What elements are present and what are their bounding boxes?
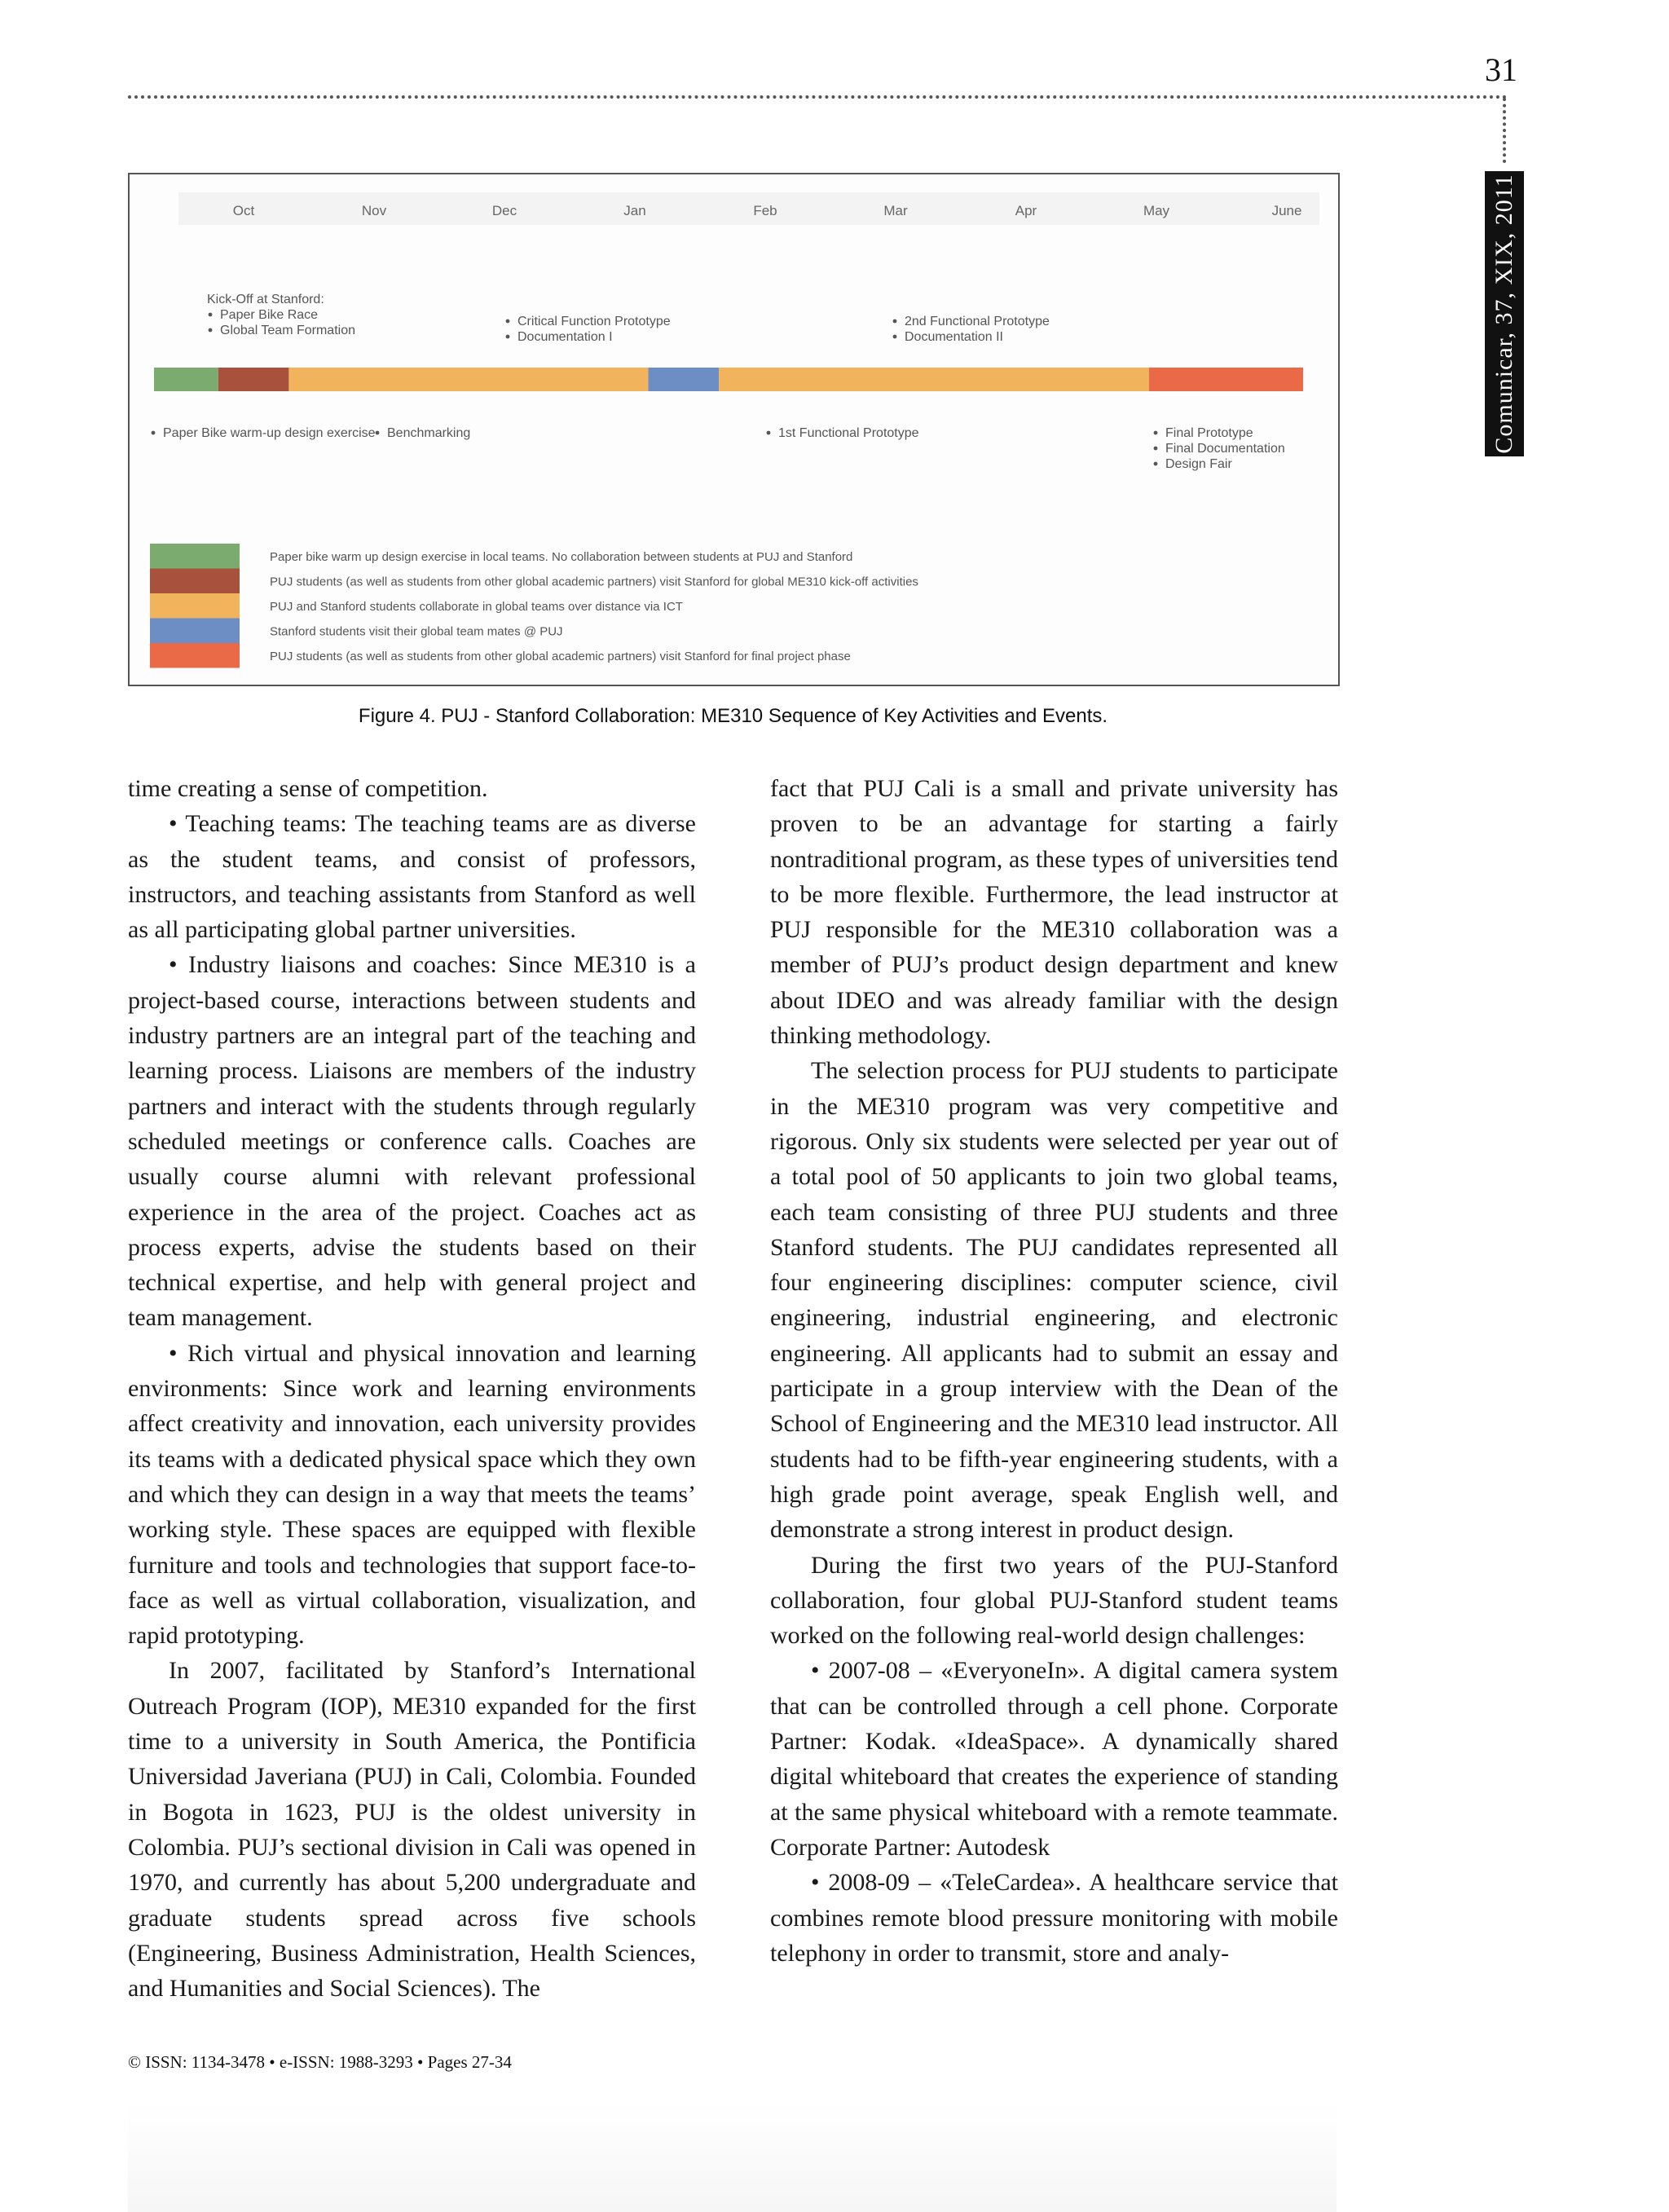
note-bullet	[209, 313, 213, 317]
month-label: May	[1143, 203, 1170, 218]
left-column	[128, 771, 696, 2006]
note-bullet	[506, 335, 510, 339]
timeline-segment	[218, 368, 289, 391]
running-head: Comunicar, 37, XIX, 2011	[1491, 174, 1517, 454]
header-dotted-rule	[128, 95, 1508, 99]
timeline-segment	[1149, 368, 1303, 391]
body-paragraph: In 2007, facilitated by Stanford’s International Outreach Program (IOP), ME310 expanded for the first time to a university in South America, the Pontificia Universidad Javeriana (PUJ) in Cali, Colombia. Founded in Bogota in 1623, PUJ is the oldest university in Colombia. PUJ’s sectional division in Cali was opened in 1970, and currently has about 5,200 undergraduate and graduate students spread across five schools (Engineering, Business Administration, Health Sciences, and Humanities and Social Sciences). The	[128, 1657, 696, 2003]
timeline-segment	[288, 368, 648, 391]
note-item: Paper Bike Race	[220, 308, 319, 322]
legend-label: PUJ and Stanford students collaborate in global teams over distance via ICT	[270, 600, 683, 614]
bottom-shade	[128, 2103, 1337, 2212]
note-item: Design Fair	[1165, 457, 1232, 471]
body-paragraph: • Rich virtual and physical innovation and learning environments: Since work and learning environments affect creativity and innovation, each university provides its teams with a dedicated physical space which they own and which they can design in a way that meets the teams’ working style. These spaces are equipped with flexible furniture and tools and technologies that support face-to-face as well as virtual collaboration, visualization, and rapid prototyping.	[128, 1339, 696, 1650]
timeline-segment	[154, 368, 218, 391]
note-item: Documentation II	[905, 330, 1003, 344]
page-footer: © ISSN: 1134-3478 • e-ISSN: 1988-3293 • Pages 27-34	[128, 2052, 512, 2072]
body-paragraph: • 2007-08 – «EveryoneIn». A digital camera system that can be controlled through a cell phone. Corporate Partner: Kodak. «IdeaSpace». A dynamically shared digital whiteboard that creates the experience of standing at the same physical whiteboard with a remote teammate. Corporate Partner: Autodesk	[770, 1657, 1338, 1861]
running-head-tab	[1485, 171, 1524, 456]
note-item: Documentation I	[517, 330, 613, 344]
timeline-segment	[649, 368, 720, 391]
note-item: Global Team Formation	[220, 324, 355, 337]
legend-swatch	[150, 619, 240, 644]
month-label: Mar	[883, 203, 908, 218]
timeline-segment	[719, 368, 1149, 391]
note-bullet	[1154, 431, 1158, 435]
legend-swatch	[150, 593, 240, 619]
body-paragraph: The selection process for PUJ students to participate in the ME310 program was very competitive and rigorous. Only six students were selected per year out of a total pool of 50 applicants to join two global teams, each team consisting of three PUJ students and three Stanford students. The PUJ candidates represented all four engineering disciplines: computer science, civil engineering, industrial engineering, and electronic engineering. All applicants had to submit an essay and participate in a group interview with the Dean of the School of Engineering and the ME310 lead instructor. All students had to be fifth-year engineering students, with a high grade point average, speak English well, and demonstrate a strong interest in product design.	[770, 1057, 1338, 1544]
body-paragraph: • Teaching teams: The teaching teams are as diverse as the student teams, and consist of professors, instructors, and teaching assistants from Stanford as well as all participating global partner universities.	[128, 810, 696, 944]
month-label: Nov	[361, 203, 387, 218]
note-bullet	[152, 431, 156, 435]
body-paragraph: fact that PUJ Cali is a small and private university has proven to be an advantage for starting a fairly nontraditional program, as these types of universities tend to be more flexible. Furthermore, the lead instructor at PUJ responsible for the ME310 collaboration was a member of PUJ’s product design department and knew about IDEO and was already familiar with the design thinking methodology.	[770, 775, 1338, 1050]
note-item: Benchmarking	[387, 426, 471, 440]
month-label: Jan	[623, 203, 646, 218]
legend-label: PUJ students (as well as students from other global academic partners) visit Stanford for global ME310 kick-off activities	[270, 575, 918, 589]
legend-label: Stanford students visit their global team mates @ PUJ	[270, 624, 563, 639]
legend-swatch	[150, 569, 240, 594]
note-item: Final Prototype	[1165, 426, 1253, 440]
note-bullet	[767, 431, 771, 435]
body-paragraph: time creating a sense of competition.	[128, 775, 488, 802]
right-column	[770, 771, 1338, 1971]
note-bullet	[1154, 462, 1158, 466]
note-bullet	[209, 328, 213, 333]
note-item: 1st Functional Prototype	[778, 426, 919, 440]
note-item: Final Documentation	[1165, 442, 1285, 456]
month-label: June	[1271, 203, 1302, 218]
legend-label: Paper bike warm up design exercise in local teams. No collaboration between students at PUJ and Stanford	[270, 550, 853, 564]
timeline-svg	[130, 174, 1338, 685]
note-item: Critical Function Prototype	[517, 315, 671, 328]
body-paragraph: During the first two years of the PUJ-Stanford collaboration, four global PUJ-Stanford student teams worked on the following real-world design challenges:	[770, 1551, 1338, 1650]
legend-swatch	[150, 544, 240, 569]
body-paragraph: • Industry liaisons and coaches: Since ME310 is a project-based course, interactions between students and industry partners are an integral part of the teaching and learning process. Liaisons are members of the industry partners and interact with the students through regularly scheduled meetings or conference calls. Coaches are usually course alumni with relevant professional experience in the area of the project. Coaches act as process experts, advise the students based on their technical expertise, and help with general project and team management.	[128, 951, 696, 1332]
month-label: Oct	[232, 203, 255, 218]
legend-label: PUJ students (as well as students from other global academic partners) visit Stanford for final project phase	[270, 650, 851, 663]
note-bullet	[893, 319, 897, 324]
note-title: Kick-Off at Stanford:	[207, 293, 324, 306]
body-paragraph: • 2008-09 – «TeleCardea». A healthcare service that combines remote blood pressure monitoring with mobile telephony in order to transmit, store and analy-	[770, 1869, 1338, 1967]
note-item: Paper Bike warm-up design exercise	[163, 426, 376, 440]
note-bullet	[376, 431, 380, 435]
note-bullet	[893, 335, 897, 339]
page-number: 31	[1485, 51, 1517, 88]
figure-timeline	[128, 173, 1340, 686]
note-item: 2nd Functional Prototype	[905, 315, 1050, 328]
month-label: Apr	[1015, 203, 1037, 218]
side-dotted-rule	[1503, 98, 1506, 163]
note-bullet	[506, 319, 510, 324]
note-bullet	[1154, 447, 1158, 451]
month-label: Feb	[753, 203, 777, 218]
legend-swatch	[150, 643, 240, 668]
month-label: Dec	[491, 203, 517, 218]
figure-caption: Figure 4. PUJ - Stanford Collaboration: ME310 Sequence of Key Activities and Events.	[358, 705, 1108, 727]
